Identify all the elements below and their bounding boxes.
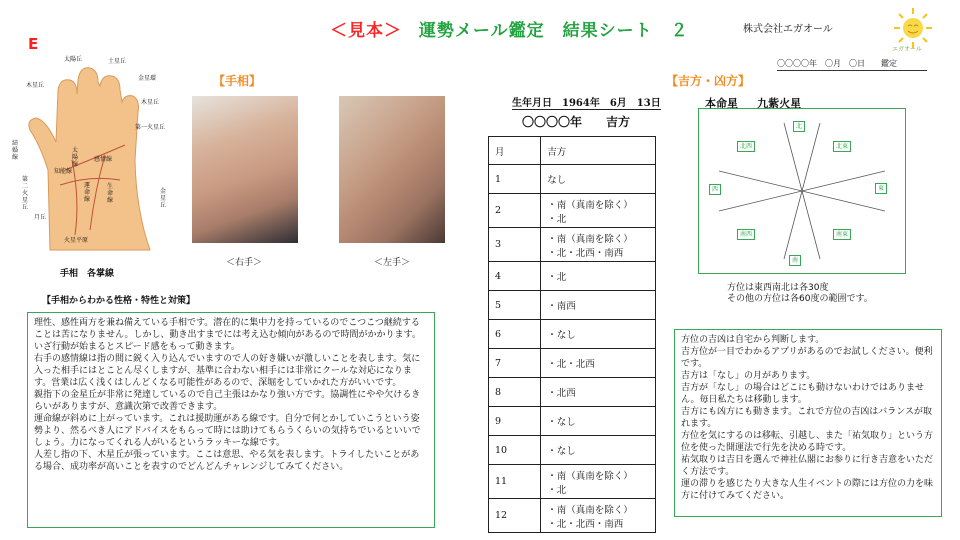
honmei-value: 九紫火星: [757, 97, 802, 110]
compass-east: 東: [875, 183, 887, 194]
kippo-cell: ・南（真南を除く） ・北: [541, 465, 656, 499]
direction-advice-textbox: [674, 329, 942, 517]
table-row: [489, 320, 656, 349]
compass-northwest: 北西: [737, 141, 755, 152]
palm-label: 運命線: [84, 182, 91, 203]
table-row: [489, 465, 656, 499]
compass-note: [727, 283, 873, 305]
compass-west: 西: [709, 184, 721, 195]
traits-paragraph: 右手の感情線は指の間に鋭く入り込んでいますので人の好き嫌いが激しいことを表します。気に入った相手にはとことん尽くしますが、基準に合わない相手には非常にクールな対応になります。営業は広く浅くはしんどくなる可能性があるので、深堀をしていかれた方がいいです。: [34, 354, 421, 388]
month-cell: 5: [489, 291, 541, 320]
right-hand-photo: [192, 96, 298, 243]
compass-south: 南: [789, 255, 801, 266]
e-mark: E: [28, 35, 39, 53]
month-cell: 12: [489, 499, 541, 533]
kippo-cell: ・北西: [541, 378, 656, 407]
palm-label: 第二火星丘: [22, 176, 29, 211]
month-cell: 3: [489, 228, 541, 262]
month-cell: 11: [489, 465, 541, 499]
palm-diagram: [10, 50, 180, 265]
table-row: [489, 378, 656, 407]
compass-north: 北: [793, 121, 805, 132]
compass-note-line: 方位は東西南北は各30度: [727, 283, 829, 293]
table-row: [489, 407, 656, 436]
table-row: [489, 262, 656, 291]
logo-text: エガオール: [892, 46, 922, 53]
kippo-cell: ・南（真南を除く） ・北・北西・南西: [541, 499, 656, 533]
traits-paragraph: 親指下の金星丘が非常に発達しているので自己主張はかなり強い方です。協調性にやや欠けるきらいがありますが、意識次第で改善できます。: [34, 390, 421, 412]
kippo-cell: なし: [541, 165, 656, 194]
kippo-cell: ・なし: [541, 436, 656, 465]
monthly-kippo-table: [488, 136, 656, 533]
palm-label: 月丘: [34, 214, 47, 221]
palm-label: 木星丘: [26, 82, 45, 89]
kippo-cell: ・南西: [541, 291, 656, 320]
traits-paragraph: 人差し指の下、木星丘が張っています。ここは意思、やる気を表します。トライしたいことがある場合、成功率が高いことを表すのでどんどんチャレンジしてみてください。: [34, 450, 420, 472]
advice-paragraph: 吉方が「なし」の場合はどこにも動けないわけではありません。毎日私たちは移動します。: [681, 383, 925, 405]
traits-textbox: [27, 312, 435, 528]
traits-paragraph: 理性、感性両方を兼ね備えている手相です。潜在的に集中力を持っているのでこつこつ継続することは苦になりません。しかし、動き出すまでには考え込む傾向があるので時間がかかります。いざ行動が始まるとスピード感をもって動きます。: [34, 318, 421, 352]
month-cell: 9: [489, 407, 541, 436]
month-cell: 8: [489, 378, 541, 407]
advice-paragraph: 方位を気にするのは移転、引越し、また「祐気取り」という方位を使った開運法で行先を決める時です。: [681, 431, 934, 453]
month-cell: 10: [489, 436, 541, 465]
table-row: [489, 349, 656, 378]
advice-paragraph: 吉方位が一目でわかるアプリがあるのでお試しください。便利です。: [681, 347, 933, 369]
kippo-cell: ・北: [541, 262, 656, 291]
honmei-label: 本命星: [705, 97, 738, 110]
compass-southeast: 南東: [833, 229, 851, 240]
year-kippo-line: 〇〇〇〇年 吉方: [522, 115, 631, 129]
month-cell: 4: [489, 262, 541, 291]
palm-label: 結婚線: [12, 140, 19, 161]
palm-label: 第一火星丘: [135, 124, 166, 131]
compass-note-line: その他の方位は各60度の範囲です。: [727, 294, 873, 304]
table-row: [489, 165, 656, 194]
traits-label: 【手相からわかる性格・特性と対策】: [42, 296, 196, 306]
company-name: 株式会社エガオール: [743, 24, 833, 35]
month-cell: 6: [489, 320, 541, 349]
palm-label: 太陽線: [72, 147, 79, 168]
kippo-cell: ・南（真南を除く） ・北: [541, 194, 656, 228]
title-text: 運勢メール鑑定 結果シート ２: [418, 21, 689, 41]
left-hand-caption: ＜左手＞: [374, 258, 411, 268]
page-title: [330, 16, 689, 41]
palm-label: 金星丘: [160, 188, 167, 209]
table-row: [489, 228, 656, 262]
traits-paragraph: 運命線が斜めに上がっています。これは援助運がある線です。自分で何とかしていこうという姿勢より、然るべき人にアドバイスをもらって時には助けてもらうくらいの気持ちでいるといいでしょう。力になってくれる人がいるというラッキーな線です。: [34, 414, 421, 448]
compass-northeast: 北東: [833, 141, 851, 152]
compass-southwest: 南西: [737, 229, 755, 240]
table-row: [489, 194, 656, 228]
advice-paragraph: 吉方は「なし」の月があります。: [681, 371, 816, 381]
sample-label: ＜見本＞: [330, 21, 402, 41]
palm-label: 火星平原: [64, 237, 89, 244]
palm-label: 感情線: [94, 156, 113, 163]
month-cell: 1: [489, 165, 541, 194]
month-cell: 7: [489, 349, 541, 378]
direction-section-label: 【吉方・凶方】: [666, 74, 751, 88]
left-hand-photo: [339, 96, 445, 243]
advice-paragraph: 方位の吉凶は自宅から判断します。: [681, 335, 825, 345]
palm-label: 金星環: [138, 75, 157, 82]
compass-diagram: [698, 108, 906, 274]
palm-label: 土星丘: [108, 58, 127, 65]
palm-label: 木星丘: [141, 99, 160, 106]
table-header-kippo: 吉方: [541, 137, 656, 165]
table-row: [489, 291, 656, 320]
table-row: [489, 436, 656, 465]
advice-paragraph: 祐気取りは吉日を選んで神社仏閣にお参りに行き吉意をいただく方法です。: [681, 455, 934, 477]
kippo-cell: ・南（真南を除く） ・北・北西・南西: [541, 228, 656, 262]
sun-logo: [890, 6, 936, 54]
month-cell: 2: [489, 194, 541, 228]
right-hand-caption: ＜右手＞: [226, 258, 263, 268]
advice-paragraph: 吉方にも凶方にも動きます。これで方位の吉凶はバランスが取れます。: [681, 407, 933, 429]
advice-paragraph: 運の滞りを感じたり大きな人生イベントの際には方位の力を味方に付けてみてください。: [681, 479, 934, 501]
palm-label: 太陽丘: [64, 56, 83, 63]
table-header-month: 月: [489, 137, 541, 165]
palm-label: 知能線: [54, 168, 73, 175]
palm-diagram-caption: 手相 各掌線: [60, 269, 115, 279]
birth-date: 生年月日 1964年 6月 13日: [512, 94, 661, 110]
table-header-row: [489, 137, 656, 165]
table-row: [489, 499, 656, 533]
kippo-cell: ・なし: [541, 320, 656, 349]
palm-section-label: 【手相】: [213, 74, 262, 88]
kippo-cell: ・北・北西: [541, 349, 656, 378]
appraisal-date: 〇〇〇〇年 〇月 〇日 鑑定: [777, 58, 927, 71]
palm-label: 生命線: [107, 183, 114, 204]
kippo-cell: ・なし: [541, 407, 656, 436]
